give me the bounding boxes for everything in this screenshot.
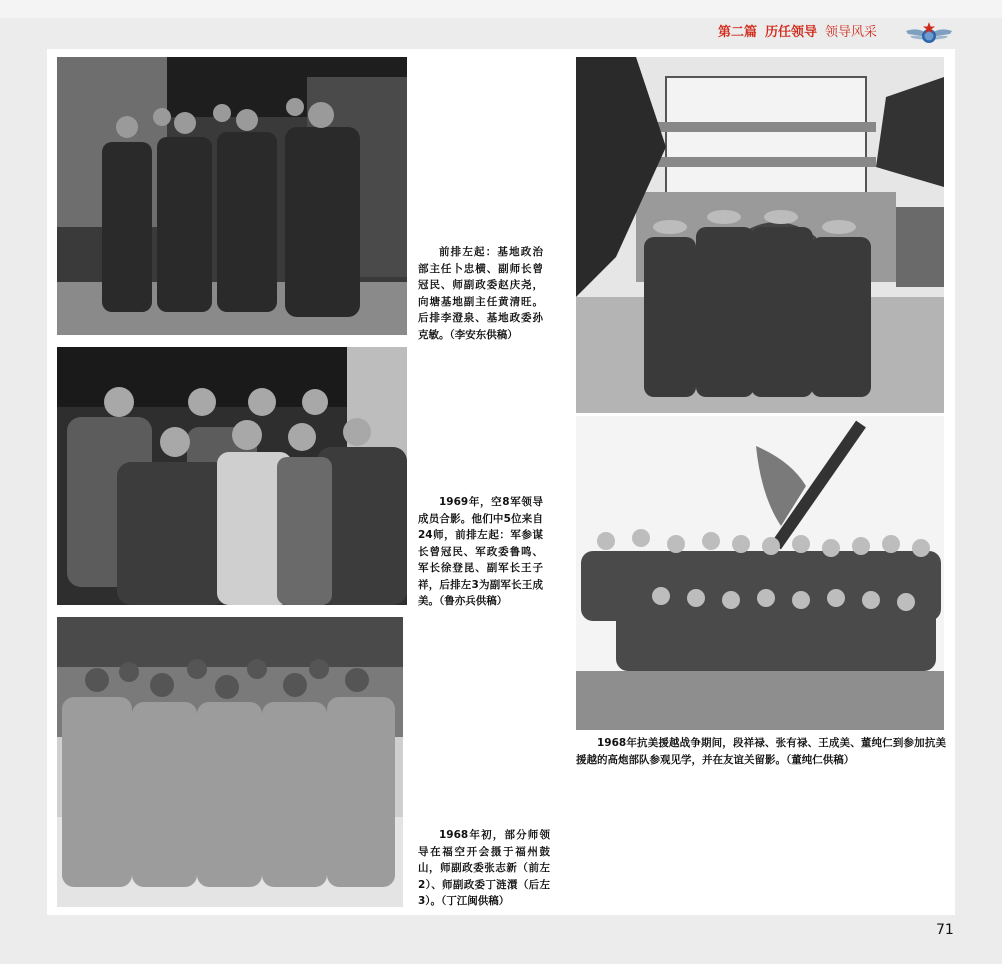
caption-photo-3: 1968年初，部分师领导在福空开会摄于福州鼓山，师副政委张志新（前左2）、师副政委丁涟澴（后左3）。（丁江闽供稿） (418, 829, 550, 907)
top-margin-bar (0, 0, 1002, 18)
header-subsection: 领导风采 (825, 25, 878, 40)
photo-leaders-group-3 (57, 617, 403, 907)
photo-leaders-group-1 (57, 57, 407, 335)
photo-friendship-pass (576, 57, 944, 413)
caption-photo-2: 1969年，空8军领导成员合影。他们中5位来自24师，前排左起：军参谋长曾冠民、军政委鲁鸣、军长徐登昆、副军长王子祥，后排左3为副军长王成美。（鲁亦兵供稿） (418, 496, 543, 607)
page-number: 71 (936, 922, 954, 938)
photo-artillery-unit (576, 416, 944, 730)
running-header (718, 24, 898, 42)
photo-leaders-group-2 (57, 347, 407, 605)
caption-photo-1: 前排左起：基地政治部主任卜忠横、副师长曾冠民、师副政委赵庆尧，向塘基地副主任黄清旺。后排李澄泉、基地政委孙克敏。（李安东供稿） (418, 246, 543, 341)
header-section: 历任领导 (765, 25, 818, 40)
caption-photo-4: 1968年抗美援越战争期间，段祥禄、张有禄、王成美、董纯仁到参加抗美援越的高炮部队参观见学，并在友谊关留影。（董纯仁供稿） (576, 737, 946, 766)
header-part: 第二篇 (718, 25, 758, 40)
air-force-wings-emblem-icon (904, 21, 954, 49)
